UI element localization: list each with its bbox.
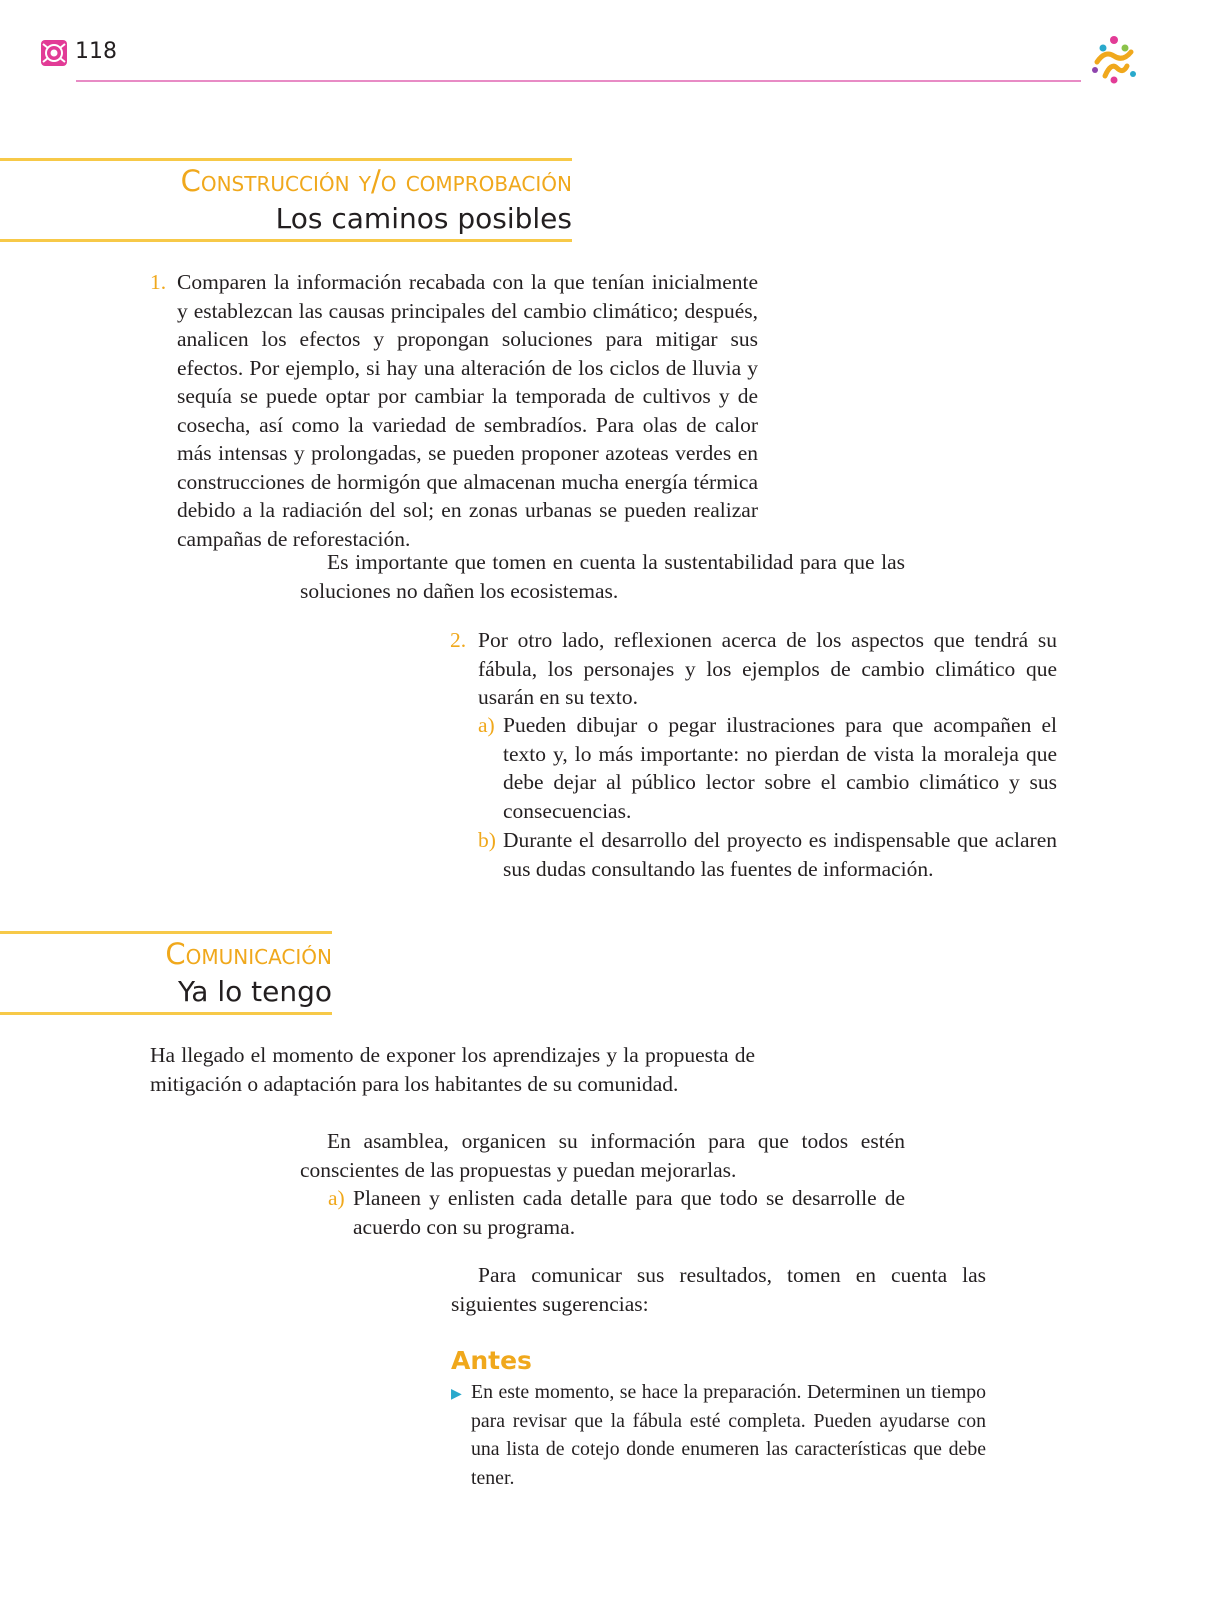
list-item-1 (150, 268, 758, 551)
item-text: En este momento, se hace la preparación. Determinen un tiempo para revisar que la fábula esté completa. Pueden ayudarse con una lista de cotejo donde enumeren las características que debe tener. (471, 1381, 986, 1489)
dots-figure-logo (1087, 32, 1141, 86)
section-kicker: Construcción y/o comprobación (180, 164, 572, 198)
page-number: 118 (75, 39, 117, 64)
sustainability-note: Es importante que tomen en cuenta la sustentabilidad para que las soluciones no dañen los ecosistemas. (300, 550, 905, 603)
section-kicker: Comunicación (165, 937, 332, 971)
section-subtitle: Ya lo tengo (178, 975, 332, 1008)
antes-bullet-item (451, 1378, 986, 1498)
item-text: Durante el desarrollo del proyecto es indispensable que aclaren sus dudas consultando las fuentes de información. (503, 828, 1057, 881)
item-text: Pueden dibujar o pegar ilustraciones para que acompañen el texto y, lo más importante: no pierdan de vista la moraleja que debe dejar al público lector sobre el cambio climático y sus consecuencias. (503, 713, 1057, 823)
list-item-2a (478, 711, 1057, 827)
intro-paragraph: Ha llegado el momento de exponer los aprendizajes y la propuesta de mitigación o adaptación para los habitantes de su comunidad. (150, 1043, 755, 1096)
pink-floral-icon (40, 39, 68, 67)
assembly-item-a (328, 1184, 905, 1244)
banner-top-line (0, 931, 332, 934)
antes-heading: Antes (451, 1346, 532, 1375)
item-text: Por otro lado, reflexionen acerca de los aspectos que tendrá su fábula, los personajes y los ejemplos de cambio climático que usarán en su texto. (478, 628, 1057, 709)
item-number: 1. (150, 270, 167, 294)
header-rule (76, 80, 1081, 82)
item-letter: b) (478, 828, 496, 852)
item-text: Comparen la información recabada con la que tenían inicialmente y establezcan las causas principales del cambio climático; después, analicen los efectos y propongan soluciones para mitigar sus efectos. Por ejemplo, si hay una alteración de los ciclos de lluvia y sequía se puede optar por cambiar la temporada de cultivos y de cosecha, así como la variedad de sembradíos. Para olas de calor más intensas y prolongadas, se pueden proponer azoteas verdes en construcciones de hormigón que almacenan mucha energía térmica debido a la radiación del sol; en zonas urbanas se pueden realizar campañas de reforestación. (177, 270, 758, 551)
list-item-2 (450, 626, 1057, 716)
list-item-2b (478, 826, 1057, 886)
banner-bottom-line (0, 239, 572, 242)
banner-top-line (0, 158, 572, 161)
bullet-arrow-icon: ▶ (451, 1387, 462, 1402)
item-text: Planeen y enlisten cada detalle para que todo se desarrolle de acuerdo con su programa. (353, 1186, 905, 1239)
assembly-paragraph: En asamblea, organicen su información para que todos estén conscientes de las propuestas y puedan mejorarlas. (300, 1129, 905, 1182)
communicate-paragraph: Para comunicar sus resultados, tomen en cuenta las siguientes sugerencias: (451, 1263, 986, 1316)
section-subtitle: Los caminos posibles (275, 202, 572, 235)
banner-bottom-line (0, 1012, 332, 1015)
item-letter: a) (478, 713, 495, 737)
item-letter: a) (328, 1186, 345, 1210)
item-number: 2. (450, 628, 467, 652)
